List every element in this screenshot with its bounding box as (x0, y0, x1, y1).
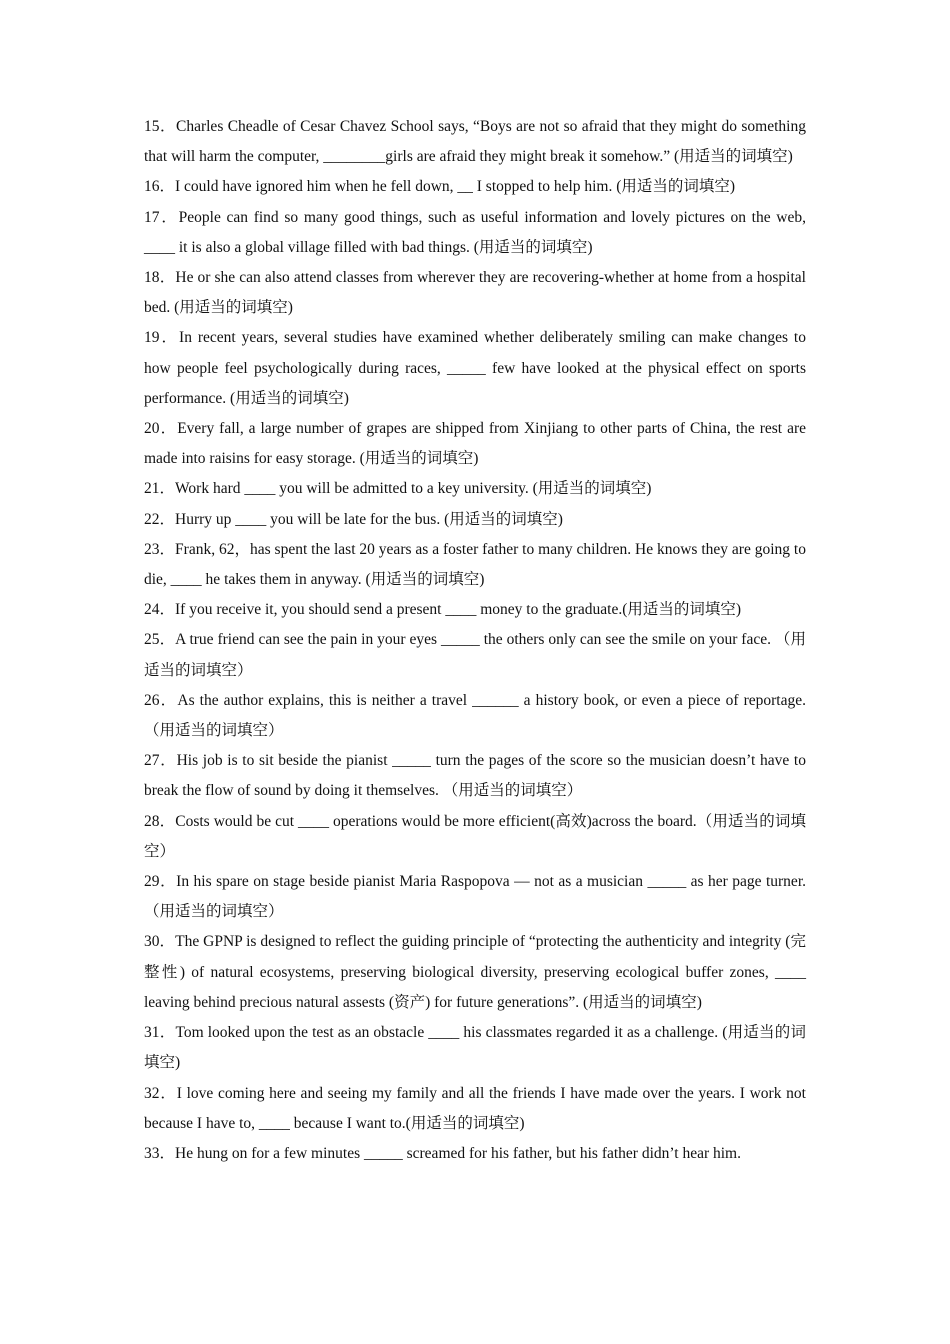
question-text: His job is to sit beside the pianist _____ turn the pages of the score so the musician doesn’t have to break the flow of sound by doing it themselves. （用适当的词填空） (144, 752, 806, 800)
question-number: 23． (144, 540, 176, 558)
question-24 (144, 595, 806, 625)
question-text: Tom looked upon the test as an obstacle ____ his classmates regarded it as a challenge. (用适当的词填空) (144, 1024, 806, 1072)
question-number: 25． (144, 631, 176, 649)
question-text: Charles Cheadle of Cesar Chavez School says, “Boys are not so afraid that they might do something that will harm the computer, ________girls are afraid they might break it somehow.” (用适当的词填空) (144, 118, 806, 166)
question-33 (144, 1139, 806, 1169)
question-text: Frank, 62，has spent the last 20 years as a foster father to many children. He knows they are going to die, ____ he takes them in anyway. (用适当的词填空) (144, 540, 806, 589)
question-number: 33． (144, 1144, 176, 1162)
question-number: 22． (144, 510, 176, 528)
question-number: 29． (144, 873, 177, 891)
question-text: I could have ignored him when he fell down, __ I stopped to help him. (用适当的词填空) (175, 178, 736, 196)
question-19 (144, 323, 806, 414)
question-21 (144, 474, 806, 504)
question-number: 28． (144, 812, 176, 830)
question-31 (144, 1018, 806, 1078)
question-text: He hung on for a few minutes _____ screamed for his father, but his father didn’t hear him. (175, 1144, 741, 1162)
question-text: In recent years, several studies have examined whether deliberately smiling can make changes to how people feel psychologically during races, _____ few have looked at the physical effect on sports performance. (用适当的词填空) (144, 329, 806, 407)
question-20 (144, 414, 806, 474)
question-number: 18． (144, 269, 176, 287)
question-15 (144, 112, 806, 172)
question-number: 31． (144, 1024, 176, 1042)
question-text: Costs would be cut ____ operations would be more efficient(高效)across the board.（用适当的词填空） (144, 812, 806, 860)
question-27 (144, 746, 806, 806)
question-text: People can find so many good things, such as useful information and lovely pictures on the web, ____ it is also a global village filled with bad things. (用适当的词填空) (144, 208, 806, 256)
question-text: A true friend can see the pain in your eyes _____ the others only can see the smile on your face. （用适当的词填空） (144, 631, 806, 679)
question-number: 19． (144, 329, 180, 347)
question-text: Every fall, a large number of grapes are shipped from Xinjiang to other parts of China, the rest are made into raisins for easy storage. (用适当的词填空) (144, 420, 806, 468)
question-25 (144, 625, 806, 685)
question-32 (144, 1079, 806, 1139)
question-text: As the author explains, this is neither a travel ______ a history book, or even a piece of reportage.（用适当的词填空） (144, 691, 806, 740)
question-17 (144, 203, 806, 263)
question-number: 26． (144, 691, 178, 709)
question-list (144, 112, 806, 1169)
question-text: The GPNP is designed to reflect the guiding principle of “protecting the authenticity and integrity (完整性) of natural ecosystems, preserving biological diversity, preserving ecological buffer zones, ____ leaving behind precious natural assests (资产) for future generations”. (用适当的词填空) (144, 933, 806, 1011)
question-22 (144, 505, 806, 535)
question-number: 32． (144, 1084, 177, 1102)
question-30 (144, 927, 806, 1018)
question-number: 24． (144, 601, 176, 619)
question-28 (144, 807, 806, 867)
question-number: 16． (144, 178, 176, 196)
question-text: I love coming here and seeing my family and all the friends I have made over the years. I work not because I have to, ____ because I want to.(用适当的词填空) (144, 1084, 806, 1132)
question-text: Work hard ____ you will be admitted to a key university. (用适当的词填空) (175, 480, 652, 498)
question-text: Hurry up ____ you will be late for the bus. (用适当的词填空) (175, 510, 563, 528)
question-18 (144, 263, 806, 323)
question-text: He or she can also attend classes from wherever they are recovering-whether at home from a hospital bed. (用适当的词填空) (144, 269, 806, 317)
question-number: 27． (144, 752, 177, 770)
question-number: 17． (144, 208, 179, 226)
question-number: 30． (144, 933, 176, 951)
question-text: If you receive it, you should send a present ____ money to the graduate.(用适当的词填空) (175, 601, 742, 619)
question-26 (144, 686, 806, 746)
question-23 (144, 535, 806, 595)
question-number: 15． (144, 118, 176, 135)
question-16 (144, 172, 806, 202)
question-29 (144, 867, 806, 927)
question-text: In his spare on stage beside pianist Maria Raspopova — not as a musician _____ as her page turner.（用适当的词填空） (144, 873, 806, 921)
question-number: 21． (144, 480, 176, 498)
question-number: 20． (144, 420, 178, 438)
